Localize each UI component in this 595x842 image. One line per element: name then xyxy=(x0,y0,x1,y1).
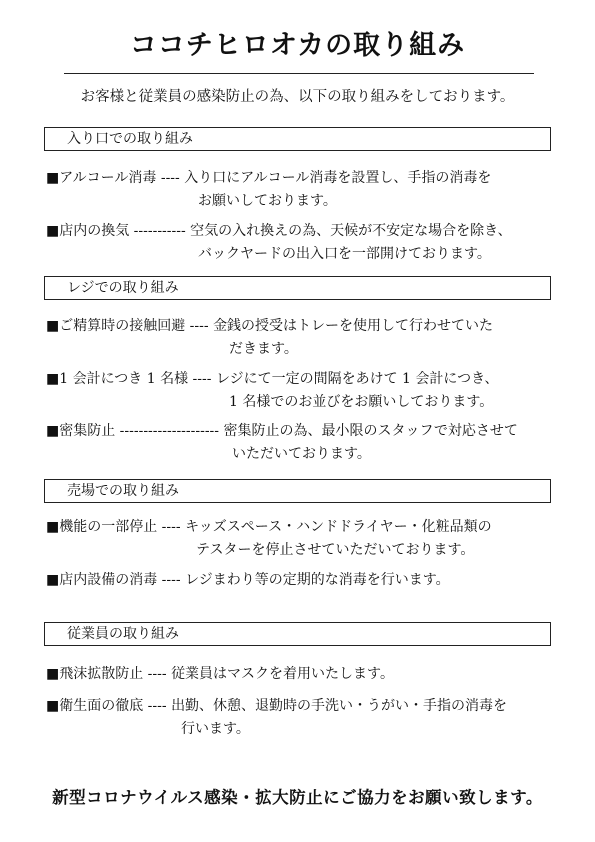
item-function-suspension xyxy=(46,516,561,562)
intro-text: お客様と従業員の感染防止の為、以下の取り組みをしております。 xyxy=(80,89,515,105)
item-hygiene xyxy=(46,695,561,741)
item-line xyxy=(46,315,561,338)
item-label: ■機能の一部停止 ---- xyxy=(46,519,186,535)
item-line xyxy=(46,167,561,190)
section-heading-register: レジでの取り組み xyxy=(44,276,551,300)
item-description: 入り口にアルコール消毒を設置し、手指の消毒を xyxy=(184,170,492,186)
item-line xyxy=(46,695,561,718)
section-heading-staff: 従業員の取り組み xyxy=(44,622,551,646)
item-label: ■アルコール消毒 ---- xyxy=(46,170,185,186)
item-description: 行います。 xyxy=(181,721,250,737)
item-line xyxy=(46,663,561,686)
item-line xyxy=(46,420,561,443)
section-heading-entrance: 入り口での取り組み xyxy=(44,127,551,151)
item-description: 密集防止の為、最小限のスタッフで対応させて xyxy=(223,423,518,439)
item-description: レジにて一定の間隔をあけて 1 会計につき、 xyxy=(215,371,499,387)
item-description: 従業員はマスクを着用いたします。 xyxy=(171,666,394,682)
item-description: だきます。 xyxy=(229,341,298,357)
item-description: レジまわり等の定期的な消毒を行います。 xyxy=(185,572,450,588)
item-crowd-prevention xyxy=(46,420,561,466)
item-line xyxy=(46,220,561,243)
item-description: テスターを停止させていただいております。 xyxy=(196,542,475,558)
item-equipment-disinfection xyxy=(46,569,561,592)
item-label: ■密集防止 --------------------- xyxy=(46,423,224,439)
item-contact-avoidance xyxy=(46,315,561,361)
item-description: 空気の入れ換えの為、天候が不安定な場合を除き、 xyxy=(190,223,512,239)
title-divider xyxy=(64,73,534,74)
item-label: ■ご精算時の接触回避 ---- xyxy=(46,318,214,334)
item-label: ■店内の換気 ----------- xyxy=(46,223,191,239)
item-line xyxy=(46,368,561,391)
item-line xyxy=(46,569,561,592)
item-description: お願いしております。 xyxy=(198,193,337,209)
page-title: ココチヒロオカの取り組み xyxy=(129,30,466,61)
item-droplet-prevention xyxy=(46,663,561,686)
item-description: キッズスペース・ハンドドライヤー・化粧品類の xyxy=(185,519,492,535)
section-heading-sales-floor: 売場での取り組み xyxy=(44,479,551,503)
item-label: ■1 会計につき 1 名様 ---- xyxy=(46,371,216,387)
item-description: 1 名様でのお並びをお願いしております。 xyxy=(229,394,494,410)
closing-message: 新型コロナウイルス感染・拡大防止にご協力をお願い致します。 xyxy=(52,788,543,807)
item-label: ■店内設備の消毒 ---- xyxy=(46,572,186,588)
item-description: 出勤、休憩、退勤時の手洗い・うがい・手指の消毒を xyxy=(171,698,508,714)
item-description: バックヤードの出入口を一部開けております。 xyxy=(198,246,491,262)
item-one-per-checkout xyxy=(46,368,561,414)
item-alcohol-disinfection xyxy=(46,167,561,213)
item-line xyxy=(46,516,561,539)
item-label: ■飛沫拡散防止 ---- xyxy=(46,666,172,682)
item-label: ■衛生面の徹底 ---- xyxy=(46,698,172,714)
item-ventilation xyxy=(46,220,561,266)
item-description: 金銭の授受はトレーを使用して行わせていた xyxy=(213,318,494,334)
item-description: いただいております。 xyxy=(232,446,371,462)
